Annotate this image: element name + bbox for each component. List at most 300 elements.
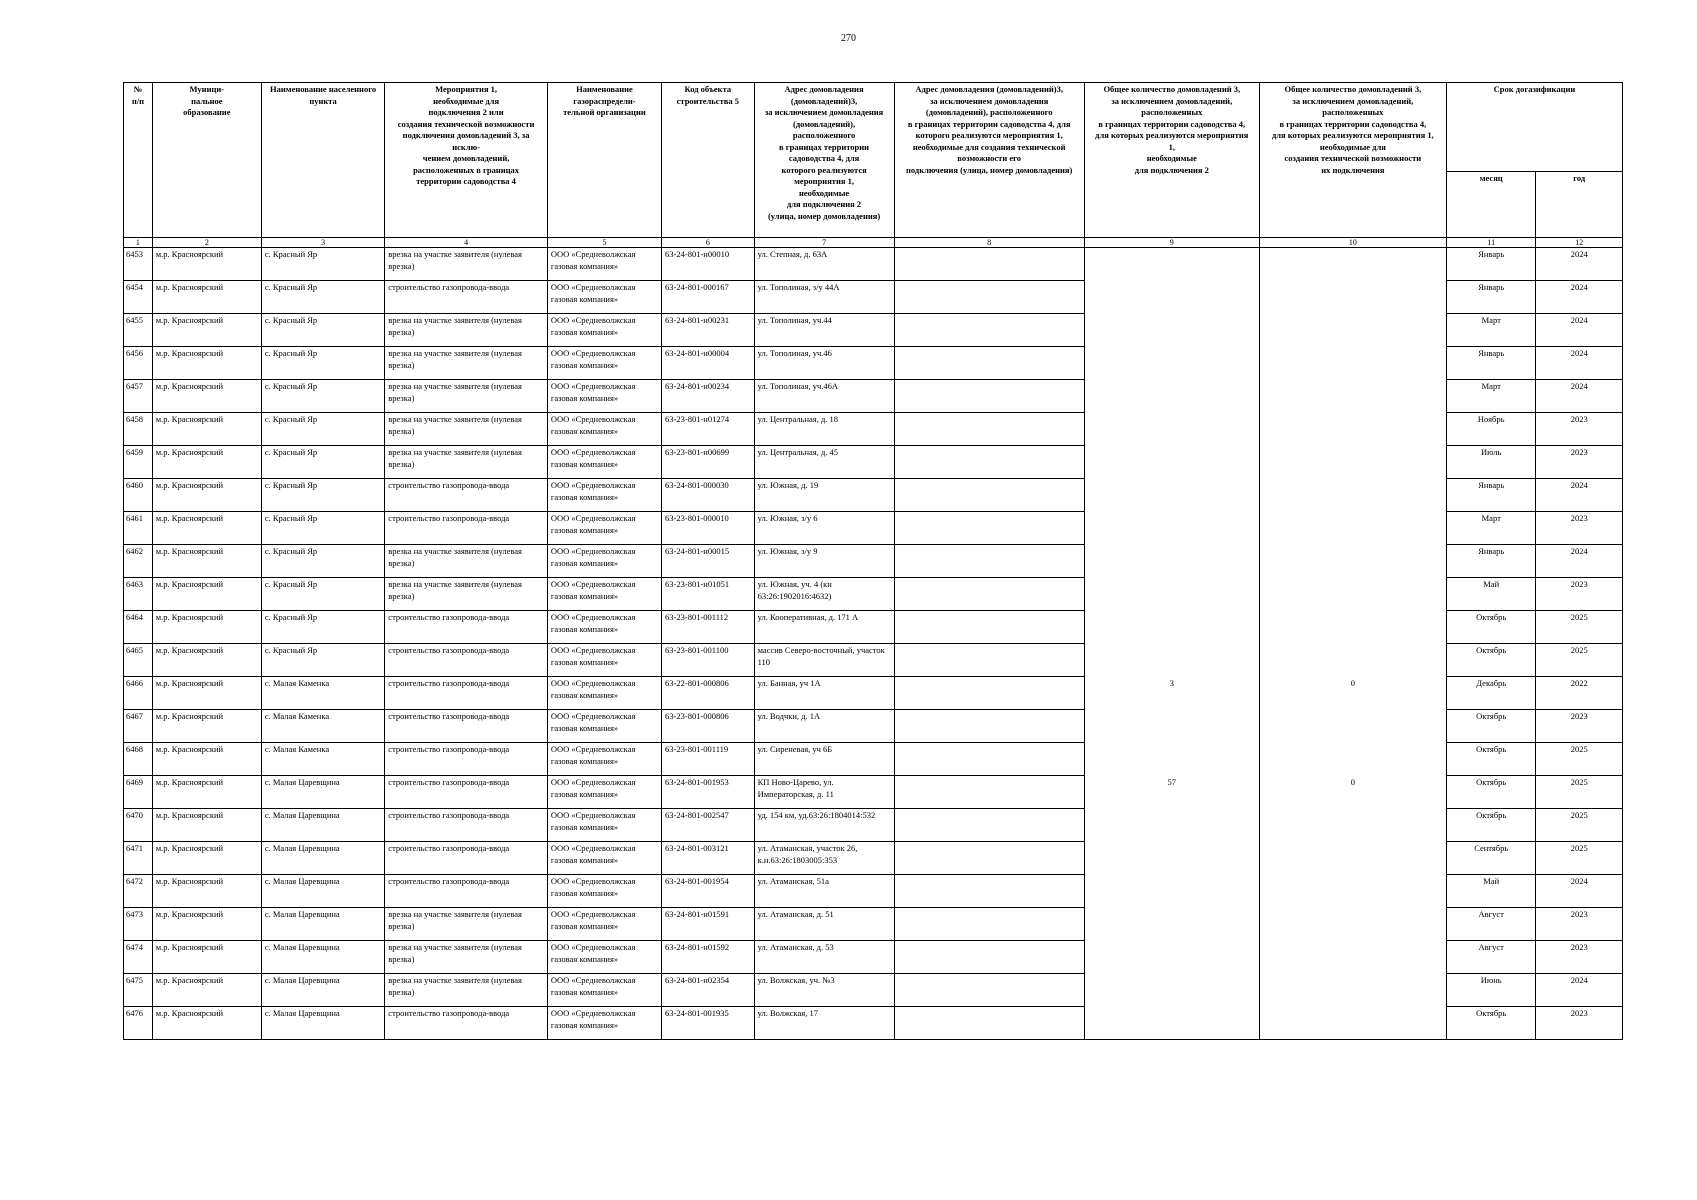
table-row: [124, 1007, 1623, 1040]
row-settlement: с. Красный Яр: [261, 248, 384, 281]
row-number: 6456: [124, 347, 153, 380]
row-count-connection: [1084, 479, 1259, 512]
row-address: ул. Южная, з/у 9: [754, 545, 894, 578]
row-year: 2024: [1536, 479, 1623, 512]
row-month: Октябрь: [1446, 809, 1536, 842]
row-month: Октябрь: [1446, 644, 1536, 677]
row-count-connection: [1084, 710, 1259, 743]
row-municipality: м.р. Красноярский: [152, 842, 261, 875]
row-year: 2023: [1536, 941, 1623, 974]
row-organization: ООО «Средневолжская газовая компания»: [547, 743, 661, 776]
header-municipality: Муници- пальное образование: [152, 83, 261, 238]
row-address-tech: [894, 809, 1084, 842]
row-year: 2022: [1536, 677, 1623, 710]
row-address: ул. Кооперативная, д. 171 А: [754, 611, 894, 644]
row-address-tech: [894, 842, 1084, 875]
row-count-connection: [1084, 578, 1259, 611]
row-number: 6460: [124, 479, 153, 512]
row-address: ул. Тополиная, уч.46А: [754, 380, 894, 413]
row-month: Май: [1446, 578, 1536, 611]
row-count-tech: [1259, 611, 1446, 644]
row-year: 2024: [1536, 347, 1623, 380]
row-year: 2024: [1536, 974, 1623, 1007]
row-organization: ООО «Средневолжская газовая компания»: [547, 611, 661, 644]
table-body: [124, 248, 1623, 1040]
row-address-tech: [894, 512, 1084, 545]
column-number: 7: [754, 238, 894, 248]
table-row: [124, 809, 1623, 842]
table-row: [124, 941, 1623, 974]
row-address-tech: [894, 974, 1084, 1007]
table-row: [124, 446, 1623, 479]
row-month: Январь: [1446, 281, 1536, 314]
row-month: Март: [1446, 314, 1536, 347]
row-count-tech: [1259, 281, 1446, 314]
row-organization: ООО «Средневолжская газовая компания»: [547, 776, 661, 809]
row-object-code: 63-24-801-н00234: [662, 380, 755, 413]
row-count-tech: [1259, 908, 1446, 941]
row-address-tech: [894, 578, 1084, 611]
row-municipality: м.р. Красноярский: [152, 380, 261, 413]
header-count-connection: Общее количество домовладений 3, за исключением домовладений, расположенных в границах территории садоводства 4, для которых реализуются мероприятия 1, необходимые для подключения 2: [1084, 83, 1259, 238]
row-year: 2023: [1536, 710, 1623, 743]
row-settlement: с. Малая Каменка: [261, 743, 384, 776]
row-number: 6453: [124, 248, 153, 281]
row-month: Январь: [1446, 479, 1536, 512]
row-organization: ООО «Средневолжская газовая компания»: [547, 281, 661, 314]
row-object-code: 63-24-801-003121: [662, 842, 755, 875]
header-month: месяц: [1446, 172, 1536, 238]
row-year: 2025: [1536, 842, 1623, 875]
column-number: 5: [547, 238, 661, 248]
table-row: [124, 248, 1623, 281]
table-row: [124, 776, 1623, 809]
column-number: 12: [1536, 238, 1623, 248]
row-event: врезка на участке заявителя (нулевая врезка): [385, 413, 548, 446]
row-object-code: 63-24-801-н00231: [662, 314, 755, 347]
row-address-tech: [894, 875, 1084, 908]
row-year: 2023: [1536, 578, 1623, 611]
row-year: 2024: [1536, 281, 1623, 314]
row-organization: ООО «Средневолжская газовая компания»: [547, 908, 661, 941]
row-number: 6465: [124, 644, 153, 677]
row-count-tech: [1259, 248, 1446, 281]
row-address: ул. Степная, д. 63А: [754, 248, 894, 281]
row-organization: ООО «Средневолжская газовая компания»: [547, 875, 661, 908]
row-number: 6474: [124, 941, 153, 974]
row-count-connection: [1084, 941, 1259, 974]
row-object-code: 63-24-801-н00010: [662, 248, 755, 281]
row-year: 2024: [1536, 380, 1623, 413]
row-count-tech: [1259, 380, 1446, 413]
row-number: 6466: [124, 677, 153, 710]
row-count-connection: [1084, 512, 1259, 545]
row-number: 6473: [124, 908, 153, 941]
row-count-connection: [1084, 809, 1259, 842]
row-address: ул. Центральная, д. 45: [754, 446, 894, 479]
table-row: [124, 842, 1623, 875]
row-municipality: м.р. Красноярский: [152, 908, 261, 941]
row-address: ул. Южная, д. 19: [754, 479, 894, 512]
table-row: [124, 281, 1623, 314]
row-month: Август: [1446, 908, 1536, 941]
header-organization: Наименование газораспредели- тельной организации: [547, 83, 661, 238]
row-number: 6472: [124, 875, 153, 908]
row-address-tech: [894, 281, 1084, 314]
row-address: КП Ново-Царево, ул. Императорская, д. 11: [754, 776, 894, 809]
row-year: 2025: [1536, 776, 1623, 809]
row-count-connection: [1084, 908, 1259, 941]
row-municipality: м.р. Красноярский: [152, 578, 261, 611]
row-count-tech: [1259, 875, 1446, 908]
row-object-code: 63-23-801-001112: [662, 611, 755, 644]
header-object-code: Код объекта строительства 5: [662, 83, 755, 238]
row-event: строительство газопровода-ввода: [385, 776, 548, 809]
row-month: Октябрь: [1446, 743, 1536, 776]
row-number: 6471: [124, 842, 153, 875]
row-month: Март: [1446, 512, 1536, 545]
header-num: № п/п: [124, 83, 153, 238]
row-year: 2023: [1536, 512, 1623, 545]
row-number: 6459: [124, 446, 153, 479]
row-count-connection: [1084, 314, 1259, 347]
row-address-tech: [894, 611, 1084, 644]
header-deadline: Срок догазификации: [1446, 83, 1622, 172]
row-year: 2024: [1536, 248, 1623, 281]
row-number: 6457: [124, 380, 153, 413]
row-month: Июнь: [1446, 974, 1536, 1007]
row-count-connection: [1084, 875, 1259, 908]
row-count-connection: [1084, 974, 1259, 1007]
row-municipality: м.р. Красноярский: [152, 743, 261, 776]
row-month: Август: [1446, 941, 1536, 974]
row-municipality: м.р. Красноярский: [152, 611, 261, 644]
row-organization: ООО «Средневолжская газовая компания»: [547, 677, 661, 710]
row-object-code: 63-23-801-н01051: [662, 578, 755, 611]
row-organization: ООО «Средневолжская газовая компания»: [547, 545, 661, 578]
row-count-connection: [1084, 380, 1259, 413]
row-count-tech: [1259, 842, 1446, 875]
row-count-connection: [1084, 347, 1259, 380]
row-month: Январь: [1446, 248, 1536, 281]
row-count-tech: [1259, 743, 1446, 776]
row-settlement: с. Красный Яр: [261, 347, 384, 380]
row-settlement: с. Красный Яр: [261, 644, 384, 677]
table-row: [124, 479, 1623, 512]
row-address: ул. Центральная, д. 18: [754, 413, 894, 446]
row-number: 6476: [124, 1007, 153, 1040]
row-organization: ООО «Средневолжская газовая компания»: [547, 974, 661, 1007]
row-count-connection: 3: [1084, 677, 1259, 710]
row-settlement: с. Малая Царевщина: [261, 974, 384, 1007]
row-number: 6469: [124, 776, 153, 809]
row-municipality: м.р. Красноярский: [152, 314, 261, 347]
row-year: 2024: [1536, 875, 1623, 908]
row-organization: ООО «Средневолжская газовая компания»: [547, 413, 661, 446]
row-municipality: м.р. Красноярский: [152, 347, 261, 380]
row-organization: ООО «Средневолжская газовая компания»: [547, 380, 661, 413]
row-municipality: м.р. Красноярский: [152, 710, 261, 743]
row-event: врезка на участке заявителя (нулевая врезка): [385, 578, 548, 611]
header-address-connection: Адрес домовладения (домовладений)3, за исключением домовладения (домовладений), расположенного в границах территории садоводства 4, для которого реализуются мероприятия 1, необходимые для подключения 2 (улица, номер домовладения): [754, 83, 894, 238]
row-address: ул. Южная, уч. 4 (кн 63:26:1902016:4632): [754, 578, 894, 611]
row-event: врезка на участке заявителя (нулевая врезка): [385, 545, 548, 578]
row-year: 2023: [1536, 1007, 1623, 1040]
row-settlement: с. Малая Царевщина: [261, 776, 384, 809]
table-row: [124, 677, 1623, 710]
row-address: ул. Тополиная, уч.44: [754, 314, 894, 347]
row-municipality: м.р. Красноярский: [152, 545, 261, 578]
row-settlement: с. Малая Царевщина: [261, 941, 384, 974]
row-month: Октябрь: [1446, 1007, 1536, 1040]
row-count-tech: [1259, 941, 1446, 974]
row-event: врезка на участке заявителя (нулевая врезка): [385, 908, 548, 941]
row-event: строительство газопровода-ввода: [385, 281, 548, 314]
row-event: врезка на участке заявителя (нулевая врезка): [385, 941, 548, 974]
row-settlement: с. Красный Яр: [261, 413, 384, 446]
row-settlement: с. Красный Яр: [261, 281, 384, 314]
row-address-tech: [894, 314, 1084, 347]
column-number: 11: [1446, 238, 1536, 248]
row-object-code: 63-24-801-000030: [662, 479, 755, 512]
header-address-tech: Адрес домовладения (домовладений)3, за исключением домовладения (домовладений), расположенного в границах территории садоводства 4, для которого реализуются мероприятия 1, необходимые для создания технической возможности его подключения (улица, номер домовладения): [894, 83, 1084, 238]
row-settlement: с. Малая Царевщина: [261, 809, 384, 842]
row-year: 2025: [1536, 743, 1623, 776]
row-event: строительство газопровода-ввода: [385, 710, 548, 743]
table-row: [124, 875, 1623, 908]
row-count-tech: 0: [1259, 776, 1446, 809]
row-organization: ООО «Средневолжская газовая компания»: [547, 710, 661, 743]
row-month: Октябрь: [1446, 611, 1536, 644]
row-address-tech: [894, 413, 1084, 446]
row-address: уд. 154 км, уд.63:26:1804014:532: [754, 809, 894, 842]
row-municipality: м.р. Красноярский: [152, 446, 261, 479]
row-year: 2024: [1536, 314, 1623, 347]
table-row: [124, 545, 1623, 578]
table-row: [124, 644, 1623, 677]
row-count-tech: [1259, 347, 1446, 380]
row-number: 6467: [124, 710, 153, 743]
row-count-tech: [1259, 413, 1446, 446]
header-settlement: Наименование населенного пункта: [261, 83, 384, 238]
row-count-connection: [1084, 248, 1259, 281]
row-organization: ООО «Средневолжская газовая компания»: [547, 809, 661, 842]
row-object-code: 63-24-801-н01591: [662, 908, 755, 941]
row-organization: ООО «Средневолжская газовая компания»: [547, 1007, 661, 1040]
row-municipality: м.р. Красноярский: [152, 1007, 261, 1040]
row-settlement: с. Красный Яр: [261, 446, 384, 479]
row-address-tech: [894, 776, 1084, 809]
row-count-tech: [1259, 644, 1446, 677]
header-row: [124, 83, 1623, 172]
row-address-tech: [894, 908, 1084, 941]
column-number: 9: [1084, 238, 1259, 248]
row-object-code: 63-23-801-н01274: [662, 413, 755, 446]
row-number: 6454: [124, 281, 153, 314]
row-organization: ООО «Средневолжская газовая компания»: [547, 512, 661, 545]
row-count-connection: [1084, 413, 1259, 446]
row-month: Ноябрь: [1446, 413, 1536, 446]
row-month: Октябрь: [1446, 776, 1536, 809]
row-address-tech: [894, 710, 1084, 743]
row-address: ул. Тополиная, уч.46: [754, 347, 894, 380]
row-count-tech: [1259, 512, 1446, 545]
row-address-tech: [894, 479, 1084, 512]
row-object-code: 63-23-801-000010: [662, 512, 755, 545]
row-object-code: 63-23-801-001119: [662, 743, 755, 776]
row-year: 2025: [1536, 809, 1623, 842]
row-object-code: 63-24-801-001953: [662, 776, 755, 809]
row-count-tech: [1259, 446, 1446, 479]
row-event: строительство газопровода-ввода: [385, 611, 548, 644]
row-count-connection: [1084, 281, 1259, 314]
table-row: [124, 380, 1623, 413]
row-event: строительство газопровода-ввода: [385, 479, 548, 512]
row-count-tech: [1259, 578, 1446, 611]
row-year: 2023: [1536, 908, 1623, 941]
row-count-connection: [1084, 446, 1259, 479]
table-row: [124, 743, 1623, 776]
row-settlement: с. Малая Царевщина: [261, 1007, 384, 1040]
column-number: 6: [662, 238, 755, 248]
row-object-code: 63-24-801-001954: [662, 875, 755, 908]
row-address: ул. Атаманская, участок 26, к.н.63:26:1803005:353: [754, 842, 894, 875]
column-number: 2: [152, 238, 261, 248]
row-count-connection: [1084, 1007, 1259, 1040]
column-number: 8: [894, 238, 1084, 248]
row-count-tech: [1259, 710, 1446, 743]
row-municipality: м.р. Красноярский: [152, 644, 261, 677]
row-address: ул. Тополиная, з/у 44А: [754, 281, 894, 314]
row-municipality: м.р. Красноярский: [152, 512, 261, 545]
row-object-code: 63-24-801-000167: [662, 281, 755, 314]
row-number: 6475: [124, 974, 153, 1007]
row-address: ул. Волжская, 17: [754, 1007, 894, 1040]
row-month: Декабрь: [1446, 677, 1536, 710]
row-year: 2025: [1536, 611, 1623, 644]
row-object-code: 63-23-801-000806: [662, 710, 755, 743]
row-event: строительство газопровода-ввода: [385, 842, 548, 875]
table-row: [124, 611, 1623, 644]
table-row: [124, 710, 1623, 743]
row-event: строительство газопровода-ввода: [385, 743, 548, 776]
row-count-connection: [1084, 644, 1259, 677]
row-count-connection: [1084, 842, 1259, 875]
table-row: [124, 512, 1623, 545]
row-municipality: м.р. Красноярский: [152, 413, 261, 446]
row-object-code: 63-22-801-000806: [662, 677, 755, 710]
row-municipality: м.р. Красноярский: [152, 875, 261, 908]
row-event: врезка на участке заявителя (нулевая врезка): [385, 248, 548, 281]
row-address: ул. Волжская, уч. №3: [754, 974, 894, 1007]
row-municipality: м.р. Красноярский: [152, 776, 261, 809]
row-address-tech: [894, 941, 1084, 974]
row-year: 2024: [1536, 545, 1623, 578]
row-address-tech: [894, 380, 1084, 413]
row-settlement: с. Красный Яр: [261, 380, 384, 413]
table-row: [124, 908, 1623, 941]
row-count-connection: 57: [1084, 776, 1259, 809]
row-address: ул. Атаманская, д. 51: [754, 908, 894, 941]
column-number: 10: [1259, 238, 1446, 248]
row-settlement: с. Красный Яр: [261, 512, 384, 545]
row-settlement: с. Малая Царевщина: [261, 875, 384, 908]
row-settlement: с. Красный Яр: [261, 545, 384, 578]
row-month: Сентябрь: [1446, 842, 1536, 875]
row-municipality: м.р. Красноярский: [152, 248, 261, 281]
row-settlement: с. Красный Яр: [261, 611, 384, 644]
row-municipality: м.р. Красноярский: [152, 281, 261, 314]
row-organization: ООО «Средневолжская газовая компания»: [547, 578, 661, 611]
row-event: врезка на участке заявителя (нулевая врезка): [385, 314, 548, 347]
page-number: 270: [841, 33, 856, 44]
row-count-tech: [1259, 314, 1446, 347]
row-organization: ООО «Средневолжская газовая компания»: [547, 941, 661, 974]
row-month: Январь: [1446, 347, 1536, 380]
row-event: врезка на участке заявителя (нулевая врезка): [385, 974, 548, 1007]
row-number: 6470: [124, 809, 153, 842]
row-event: врезка на участке заявителя (нулевая врезка): [385, 380, 548, 413]
row-municipality: м.р. Красноярский: [152, 974, 261, 1007]
row-object-code: 63-24-801-н01592: [662, 941, 755, 974]
row-organization: ООО «Средневолжская газовая компания»: [547, 446, 661, 479]
header-count-tech: Общее количество домовладений 3, за исключением домовладений, расположенных в границах территории садоводства 4, для которых реализуются мероприятия 1, необходимые для создания технической возможности их подключения: [1259, 83, 1446, 238]
table-row: [124, 347, 1623, 380]
row-count-tech: [1259, 1007, 1446, 1040]
row-organization: ООО «Средневолжская газовая компания»: [547, 842, 661, 875]
row-event: строительство газопровода-ввода: [385, 677, 548, 710]
row-organization: ООО «Средневолжская газовая компания»: [547, 479, 661, 512]
row-address: ул. Атаманская, д. 53: [754, 941, 894, 974]
row-object-code: 63-24-801-001935: [662, 1007, 755, 1040]
row-settlement: с. Малая Царевщина: [261, 908, 384, 941]
row-address: ул. Банная, уч 1А: [754, 677, 894, 710]
row-municipality: м.р. Красноярский: [152, 479, 261, 512]
row-event: врезка на участке заявителя (нулевая врезка): [385, 347, 548, 380]
row-address: массив Северо-восточный, участок 110: [754, 644, 894, 677]
row-count-tech: 0: [1259, 677, 1446, 710]
row-municipality: м.р. Красноярский: [152, 809, 261, 842]
row-year: 2023: [1536, 446, 1623, 479]
table-row: [124, 578, 1623, 611]
gasification-table: [123, 82, 1623, 1040]
row-municipality: м.р. Красноярский: [152, 677, 261, 710]
row-address-tech: [894, 644, 1084, 677]
row-event: строительство газопровода-ввода: [385, 1007, 548, 1040]
row-number: 6462: [124, 545, 153, 578]
row-address-tech: [894, 743, 1084, 776]
column-numbers-row: [124, 238, 1623, 248]
row-address-tech: [894, 446, 1084, 479]
row-address-tech: [894, 347, 1084, 380]
row-object-code: 63-23-801-001100: [662, 644, 755, 677]
row-object-code: 63-23-801-н00699: [662, 446, 755, 479]
row-address-tech: [894, 677, 1084, 710]
row-number: 6463: [124, 578, 153, 611]
row-settlement: с. Малая Царевщина: [261, 842, 384, 875]
table-row: [124, 413, 1623, 446]
row-month: Июль: [1446, 446, 1536, 479]
row-organization: ООО «Средневолжская газовая компания»: [547, 644, 661, 677]
row-count-connection: [1084, 611, 1259, 644]
row-month: Май: [1446, 875, 1536, 908]
row-municipality: м.р. Красноярский: [152, 941, 261, 974]
row-event: строительство газопровода-ввода: [385, 875, 548, 908]
row-number: 6458: [124, 413, 153, 446]
row-event: строительство газопровода-ввода: [385, 512, 548, 545]
column-number: 1: [124, 238, 153, 248]
row-number: 6468: [124, 743, 153, 776]
